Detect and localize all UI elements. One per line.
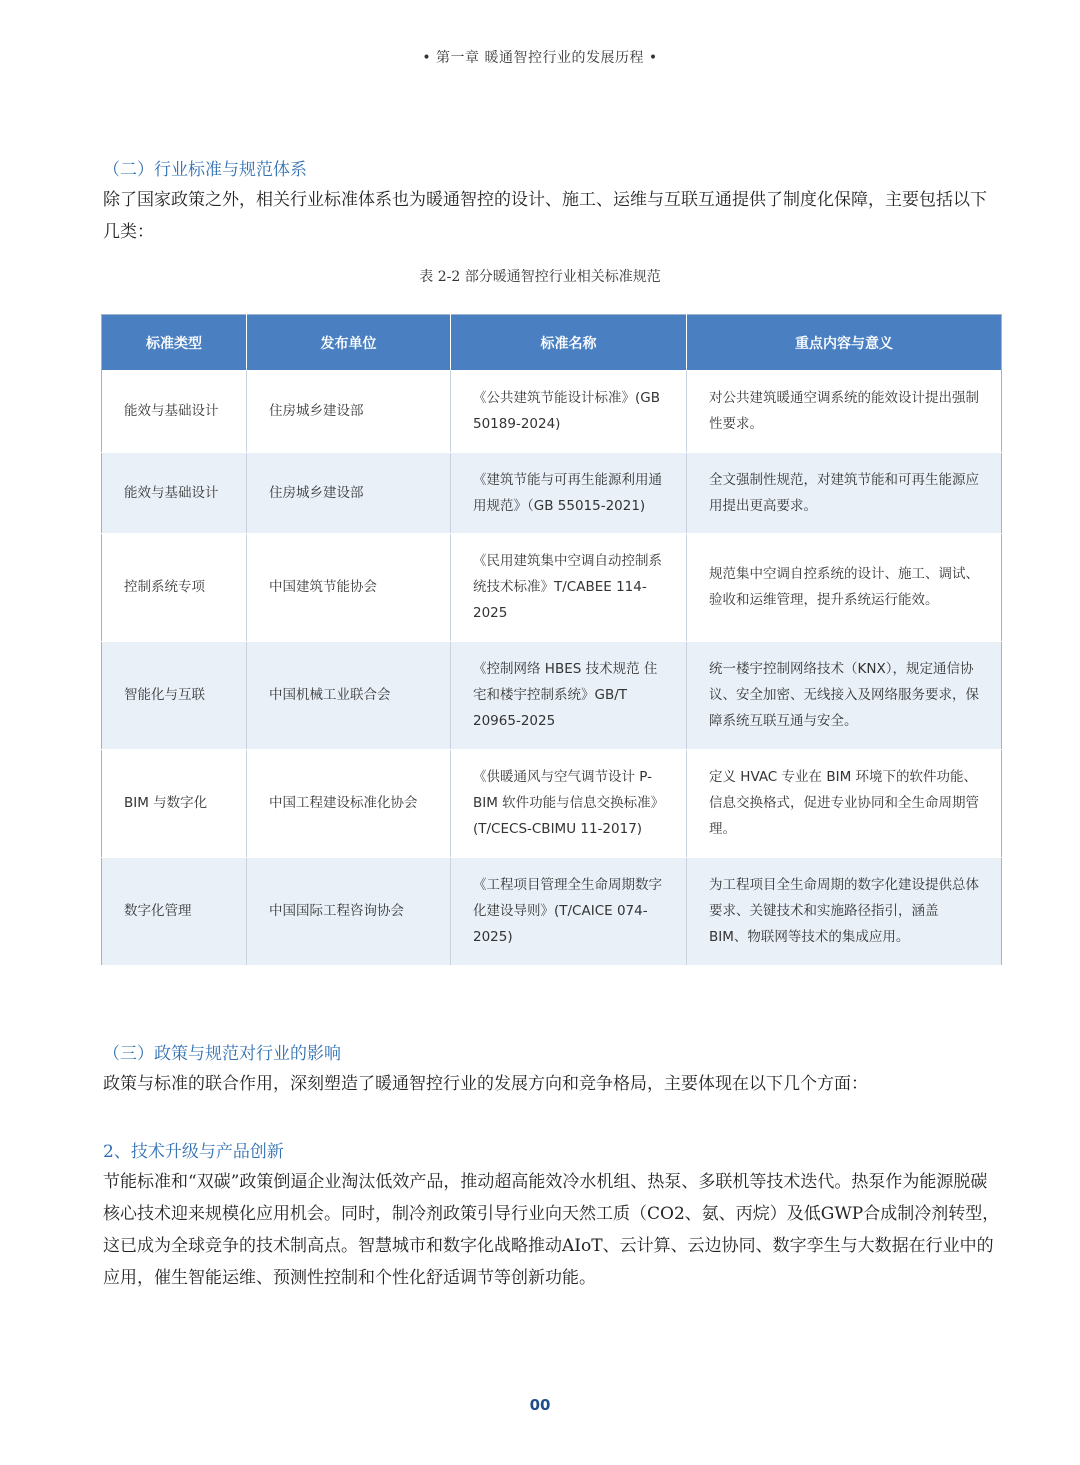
cell-name: 《控制网络 HBES 技术规范 住宅和楼宇控制系统》GB/T 20965-2025 [451,641,687,749]
table-row [102,749,1002,857]
cell-content: 定义 HVAC 专业在 BIM 环境下的软件功能、信息交换格式，促进专业协同和全生命周期管理。 [687,749,1002,857]
cell-content: 为工程项目全生命周期的数字化建设提供总体要求、关键技术和实施路径指引，涵盖 BIM、物联网等技术的集成应用。 [687,857,1002,965]
cell-publisher: 中国国际工程咨询协会 [247,857,451,965]
header-cell-name: 标准名称 [451,315,687,371]
standards-table [101,314,1002,966]
page-number: 00 [529,1396,551,1414]
cell-type: 控制系统专项 [102,533,247,641]
cell-name: 《公共建筑节能设计标准》(GB 50189-2024) [451,370,687,452]
table-header-row [102,315,1002,371]
cell-publisher: 住房城乡建设部 [247,370,451,452]
cell-name: 《民用建筑集中空调自动控制系统技术标准》T/CABEE 114-2025 [451,533,687,641]
cell-type: 智能化与互联 [102,641,247,749]
section-heading-standards: （二）行业标准与规范体系 [103,160,307,180]
cell-content: 规范集中空调自控系统的设计、施工、调试、验收和运维管理，提升系统运行能效。 [687,533,1002,641]
cell-name: 《建筑节能与可再生能源利用通用规范》（GB 55015-2021) [451,452,687,533]
cell-name: 《供暖通风与空气调节设计 P-BIM 软件功能与信息交换标准》(T/CECS-CBIMU 11-2017) [451,749,687,857]
cell-publisher: 中国机械工业联合会 [247,641,451,749]
cell-type: 能效与基础设计 [102,370,247,452]
header-cell-content: 重点内容与意义 [687,315,1002,371]
table-row [102,857,1002,965]
header-cell-publisher: 发布单位 [247,315,451,371]
cell-name: 《工程项目管理全生命周期数字化建设导则》(T/CAICE 074-2025) [451,857,687,965]
table-row [102,641,1002,749]
cell-type: 数字化管理 [102,857,247,965]
cell-publisher: 住房城乡建设部 [247,452,451,533]
section-heading-impact: （三）政策与规范对行业的影响 [103,1044,341,1064]
table-row [102,533,1002,641]
subsection-heading-tech-upgrade: 2、技术升级与产品创新 [103,1142,284,1162]
impact-intro-paragraph: 政策与标准的联合作用，深刻塑造了暖通智控行业的发展方向和竞争格局，主要体现在以下几个方面： [103,1074,868,1094]
cell-type: BIM 与数字化 [102,749,247,857]
cell-content: 统一楼宇控制网络技术（KNX），规定通信协议、安全加密、无线接入及网络服务要求，保障系统互联互通与安全。 [687,641,1002,749]
cell-content: 对公共建筑暖通空调系统的能效设计提出强制性要求。 [687,370,1002,452]
tech-upgrade-paragraph: 节能标准和“双碳”政策倒逼企业淘汰低效产品，推动超高能效冷水机组、热泵、多联机等技术迭代。热泵作为能源脱碳核心技术迎来规模化应用机会。同时，制冷剂政策引导行业向天然工质（CO2、氨、丙烷）及低GWP合成制冷剂转型，这已成为全球竞争的技术制高点。智慧城市和数字化战略推动AIoT、云计算、云边协同、数字孪生与大数据在行业中的应用，催生智能运维、预测性控制和个性化舒适调节等创新功能。 [103,1172,1000,1288]
table-row [102,370,1002,452]
standards-intro-paragraph: 除了国家政策之外，相关行业标准体系也为暖通智控的设计、施工、运维与互联互通提供了制度化保障，主要包括以下几类： [103,190,987,242]
cell-type: 能效与基础设计 [102,452,247,533]
table-row [102,452,1002,533]
cell-publisher: 中国工程建设标准化协会 [247,749,451,857]
table-caption: 表 2-2 部分暖通智控行业相关标准规范 [419,269,661,285]
cell-content: 全文强制性规范，对建筑节能和可再生能源应用提出更高要求。 [687,452,1002,533]
running-header: • 第一章 暖通智控行业的发展历程 • [422,50,658,66]
header-cell-type: 标准类型 [102,315,247,371]
cell-publisher: 中国建筑节能协会 [247,533,451,641]
